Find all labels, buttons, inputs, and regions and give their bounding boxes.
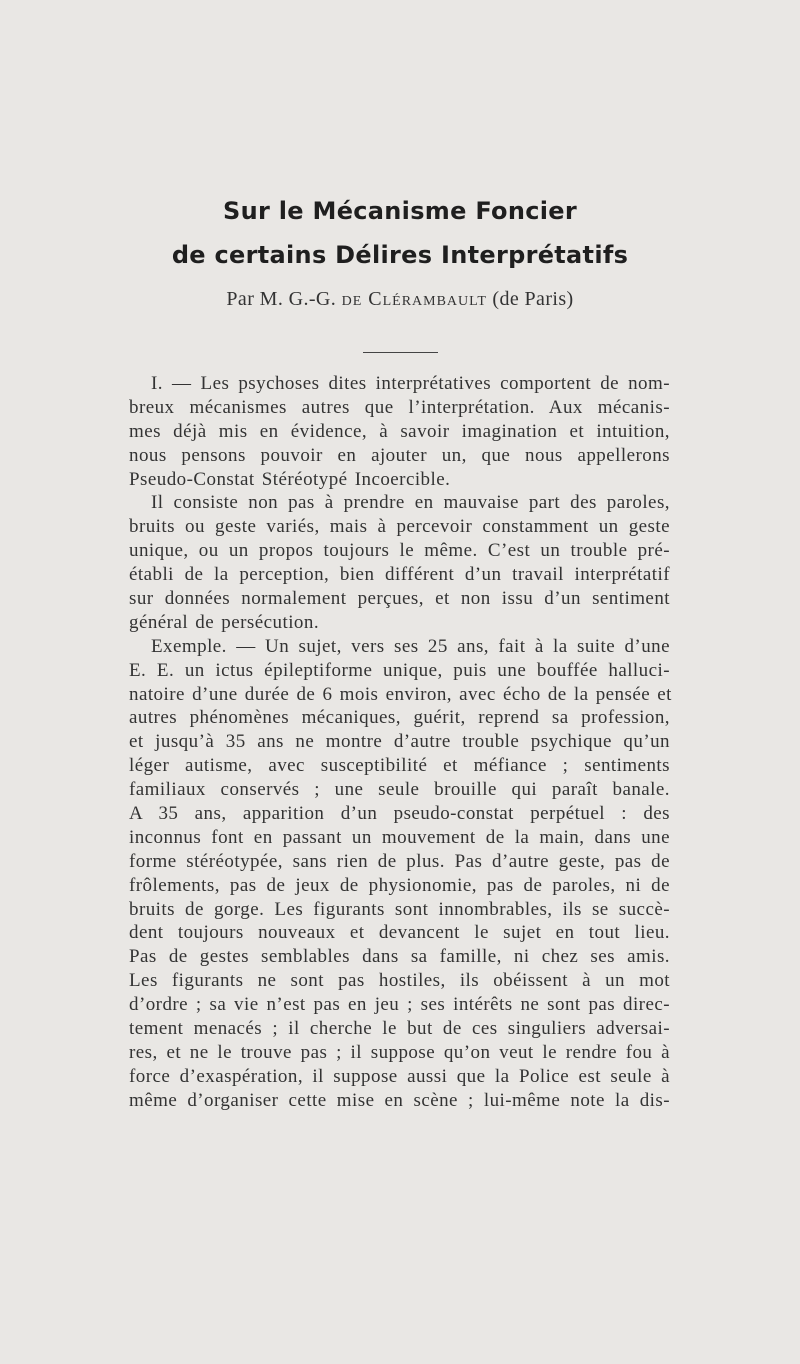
byline-prefix: Par M. G.-G. bbox=[226, 288, 342, 310]
body-line: léger autisme, avec susceptibilité et méfiance ; sentiments bbox=[129, 755, 670, 777]
body-line: établi de la perception, bien différent d’un travail interprétatif bbox=[129, 564, 670, 586]
body-line: inconnus font en passant un mouvement de la main, dans une bbox=[129, 826, 670, 848]
body-line: nous pensons pouvoir en ajouter un, que nous appellerons bbox=[129, 444, 670, 466]
body-line: d’ordre ; sa vie n’est pas en jeu ; ses intérêts ne sont pas direc- bbox=[129, 994, 670, 1016]
body-line: tement menacés ; il cherche le but de ces singuliers adversai- bbox=[129, 1018, 670, 1040]
article-body bbox=[129, 372, 670, 1113]
body-line: général de persécution. bbox=[129, 611, 320, 633]
body-line: bruits ou geste variés, mais à percevoir constamment un geste bbox=[129, 516, 670, 538]
body-line: sur données normalement perçues, et non issu d’un sentiment bbox=[129, 588, 670, 610]
body-line: frôlements, pas de jeux de physionomie, pas de paroles, ni de bbox=[129, 874, 670, 896]
body-line: force d’exaspération, il suppose aussi que la Police est seule à bbox=[129, 1065, 670, 1087]
body-line: Les figurants ne sont pas hostiles, ils obéissent à un mot bbox=[129, 970, 670, 992]
body-line: Pseudo-Constat Stéréotypé Incoercible. bbox=[129, 468, 451, 490]
body-line: A 35 ans, apparition d’un pseudo-constat perpétuel : des bbox=[129, 803, 670, 825]
body-line: et jusqu’à 35 ans ne montre d’autre trouble psychique qu’un bbox=[129, 731, 670, 753]
body-line: bruits de gorge. Les figurants sont innombrables, ils se succè- bbox=[129, 898, 670, 920]
body-line: dent toujours nouveaux et devancent le sujet en tout lieu. bbox=[129, 922, 670, 944]
body-line: Exemple. — Un sujet, vers ses 25 ans, fait à la suite d’une bbox=[151, 635, 670, 657]
body-line: même d’organiser cette mise en scène ; lui-même note la dis- bbox=[129, 1089, 670, 1111]
body-line: familiaux conservés ; une seule brouille qui paraît banale. bbox=[129, 779, 670, 801]
article-title-line-2: de certains Délires Interprétatifs bbox=[171, 241, 629, 269]
body-line: breux mécanismes autres que l’interprétation. Aux mécanis- bbox=[129, 396, 670, 418]
body-line: mes déjà mis en évidence, à savoir imagination et intuition, bbox=[129, 420, 670, 442]
body-line: I. — Les psychoses dites interprétatives comportent de nom- bbox=[151, 373, 670, 394]
body-line: natoire d’une durée de 6 mois environ, avec écho de la pensée et bbox=[129, 683, 672, 705]
body-line: unique, ou un propos toujours le même. C’est un trouble pré- bbox=[129, 540, 670, 562]
byline-suffix: (de Paris) bbox=[486, 288, 574, 310]
body-line: forme stéréotypée, sans rien de plus. Pas d’autre geste, pas de bbox=[129, 850, 670, 872]
author-name: de Clérambault bbox=[341, 288, 487, 310]
article-title-line-1: Sur le Mécanisme Foncier bbox=[222, 197, 577, 225]
body-line: Il consiste non pas à prendre en mauvaise part des paroles, bbox=[151, 492, 670, 514]
author-byline bbox=[0, 288, 800, 311]
body-line: autres phénomènes mécaniques, guérit, reprend sa profession, bbox=[129, 707, 670, 729]
body-line: E. E. un ictus épileptiforme unique, puis une bouffée halluci- bbox=[129, 659, 670, 681]
title-separator-rule bbox=[363, 352, 438, 353]
body-line: Pas de gestes semblables dans sa famille, ni chez ses amis. bbox=[129, 946, 670, 968]
body-line: res, et ne le trouve pas ; il suppose qu’on veut le rendre fou à bbox=[129, 1041, 670, 1063]
